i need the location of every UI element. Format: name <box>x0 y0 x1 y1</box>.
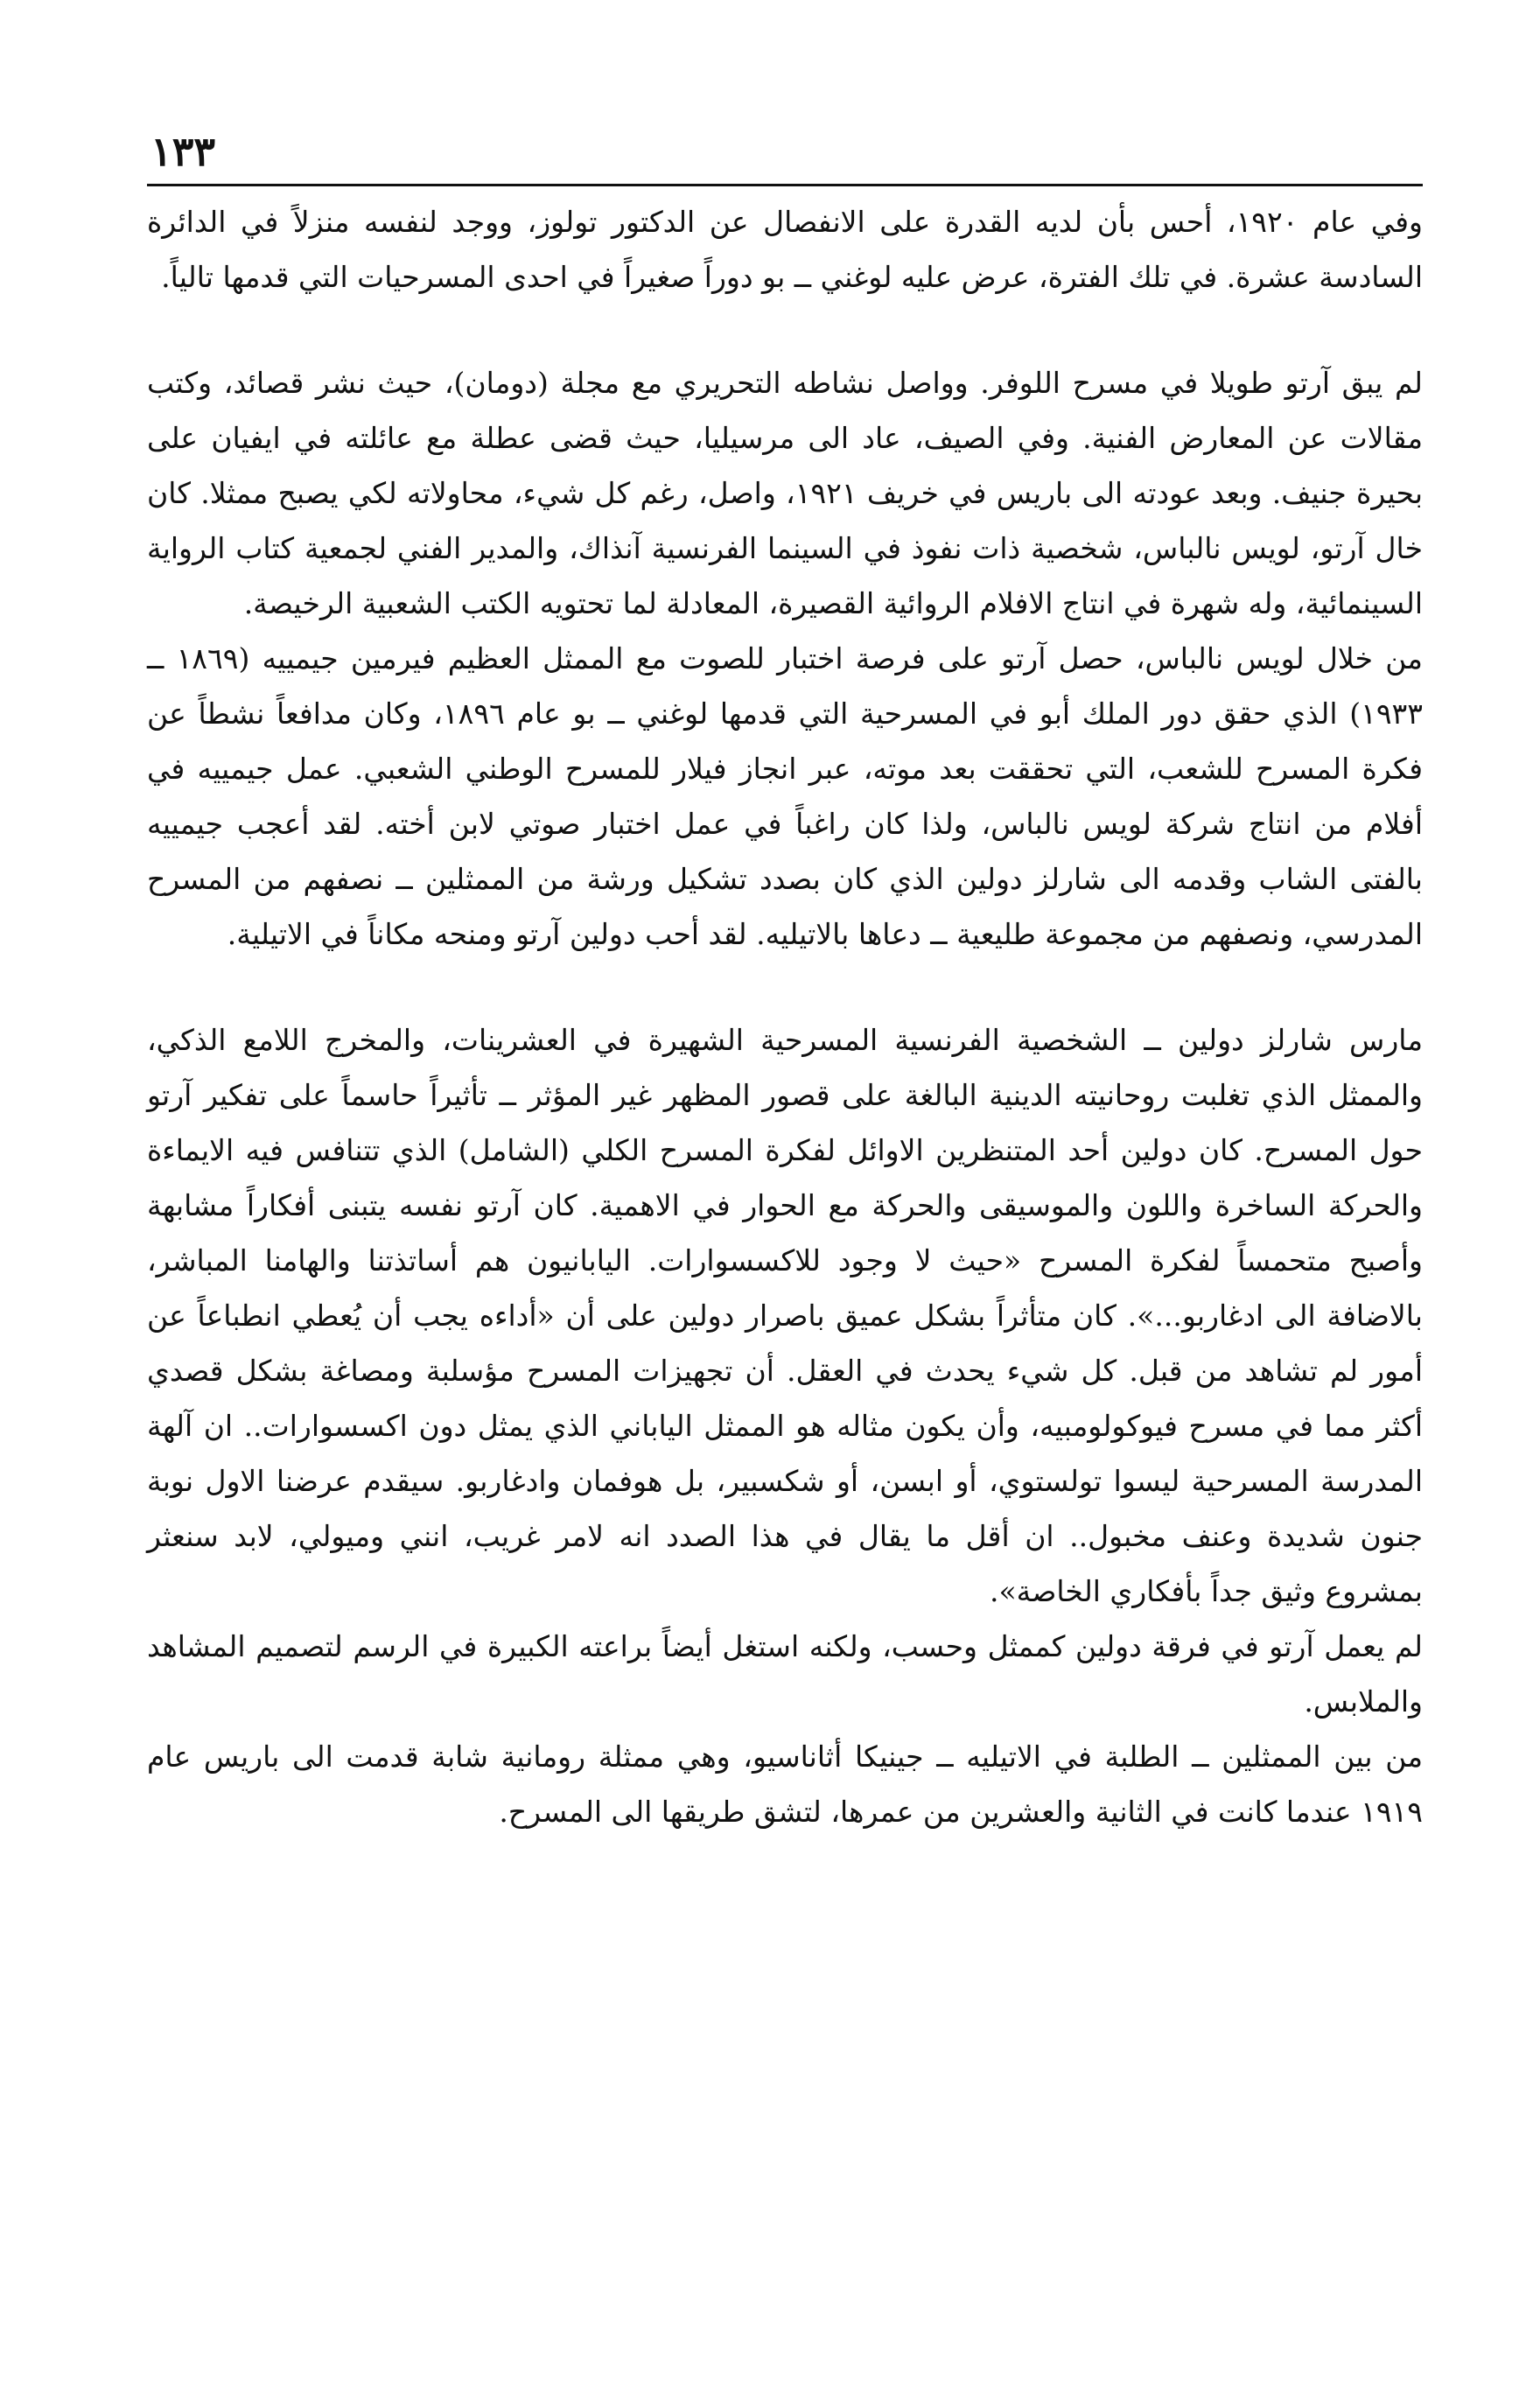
paragraph: مارس شارلز دولين ــ الشخصية الفرنسية المسرحية الشهيرة في العشرينات، والمخرج اللامع الذكي، والممثل الذي تغلبت روحانيته الدينية البالغة على قصور المظهر غير المؤثر ــ تأثيراً حاسماً على تفكير آرتو حول المسرح. كان دولين أحد المتنظرين الاوائل لفكرة المسرح الكلي (الشامل) الذي تتنافس فيه الايماءة والحركة الساخرة واللون والموسيقى والحركة مع الحوار في الاهمية. كان آرتو نفسه يتبنى أفكاراً مشابهة وأصبح متحمساً لفكرة المسرح «حيث لا وجود للاكسسوارات. اليابانيون هم أساتذتنا والهامنا المباشر، بالاضافة الى ادغاربو...». كان متأثراً بشكل عميق باصرار دولين على أن «أداءه يجب أن يُعطي انطباعاً عن أمور لم تشاهد من قبل. كل شيء يحدث في العقل. أن تجهيزات المسرح مؤسلبة ومصاغة بشكل قصدي أكثر مما في مسرح فيوكولومبيه، وأن يكون مثاله هو الممثل الياباني الذي يمثل دون اكسسوارات.. ان آلهة المدرسة المسرحية ليسوا تولستوي، أو ابسن، أو شكسبير، بل هوفمان وادغاربو. سيقدم عرضنا الاول نوبة جنون شديدة وعنف مخبول.. ان أقل ما يقال في هذا الصدد انه لامر غريب، انني وميولي، لابد سنعثر بمشروع وثيق جداً بأفكاري الخاصة». <box>147 1023 1423 1608</box>
paragraph: من بين الممثلين ــ الطلبة في الاتيليه ــ جينيكا أثاناسيو، وهي ممثلة رومانية شابة قدمت الى باريس عام ١٩١٩ عندما كانت في الثانية والعشرين من عمرها، لتشق طريقها الى المسرح. <box>147 1740 1423 1829</box>
paragraph: وفي عام ١٩٢٠، أحس بأن لديه القدرة على الانفصال عن الدكتور تولوز، ووجد لنفسه منزلاً في الدائرة السادسة عشرة. في تلك الفترة، عرض عليه لوغني ــ بو دوراً صغيراً في احدى المسرحيات التي قدمها تالياً. <box>147 205 1423 294</box>
paragraph: لم يبق آرتو طويلا في مسرح اللوفر. وواصل نشاطه التحريري مع مجلة (دومان)، حيث نشر قصائد، وكتب مقالات عن المعارض الفنية. وفي الصيف، عاد الى مرسيليا، حيث قضى عطلة مع عائلته في ايفيان على بحيرة جنيف. وبعد عودته الى باريس في خريف ١٩٢١، واصل، رغم كل شيء، محاولاته لكي يصبح ممثلا. كان خال آرتو، لويس نالباس، شخصية ذات نفوذ في السينما الفرنسية آنذاك، والمدير الفني لجمعية كتاب الرواية السينمائية، وله شهرة في انتاج الافلام الروائية القصيرة، المعادلة لما تحتويه الكتب الشعبية الرخيصة. <box>147 366 1424 620</box>
header-rule <box>147 184 1423 186</box>
paragraph: لم يعمل آرتو في فرقة دولين كممثل وحسب، ولكنه استغل أيضاً براعته الكبيرة في الرسم لتصميم المشاهد والملابس. <box>147 1629 1423 1718</box>
paragraph: من خلال لويس نالباس، حصل آرتو على فرصة اختبار للصوت مع الممثل العظيم فيرمين جيمييه (١٨٦٩ ــ ١٩٣٣) الذي حقق دور الملك أبو في المسرحية التي قدمها لوغني ــ بو عام ١٨٩٦، وكان مدافعاً نشطاً عن فكرة المسرح للشعب، التي تحققت بعد موته، عبر انجاز فيلار للمسرح الوطني الشعبي. عمل جيمييه في أفلام من انتاج شركة لويس نالباس، ولذا كان راغباً في عمل اختبار صوتي لابن أخته. لقد أعجب جيمييه بالفتى الشاب وقدمه الى شارلز دولين الذي كان بصدد تشكيل ورشة من الممثلين ــ نصفهم من المسرح المدرسي، ونصفهم من مجموعة طليعية ــ دعاها بالاتيليه. لقد أحب دولين آرتو ومنحه مكاناً في الاتيلية. <box>147 641 1423 951</box>
body-text <box>147 194 1423 1839</box>
page-number: ١٣٣ <box>150 128 216 175</box>
